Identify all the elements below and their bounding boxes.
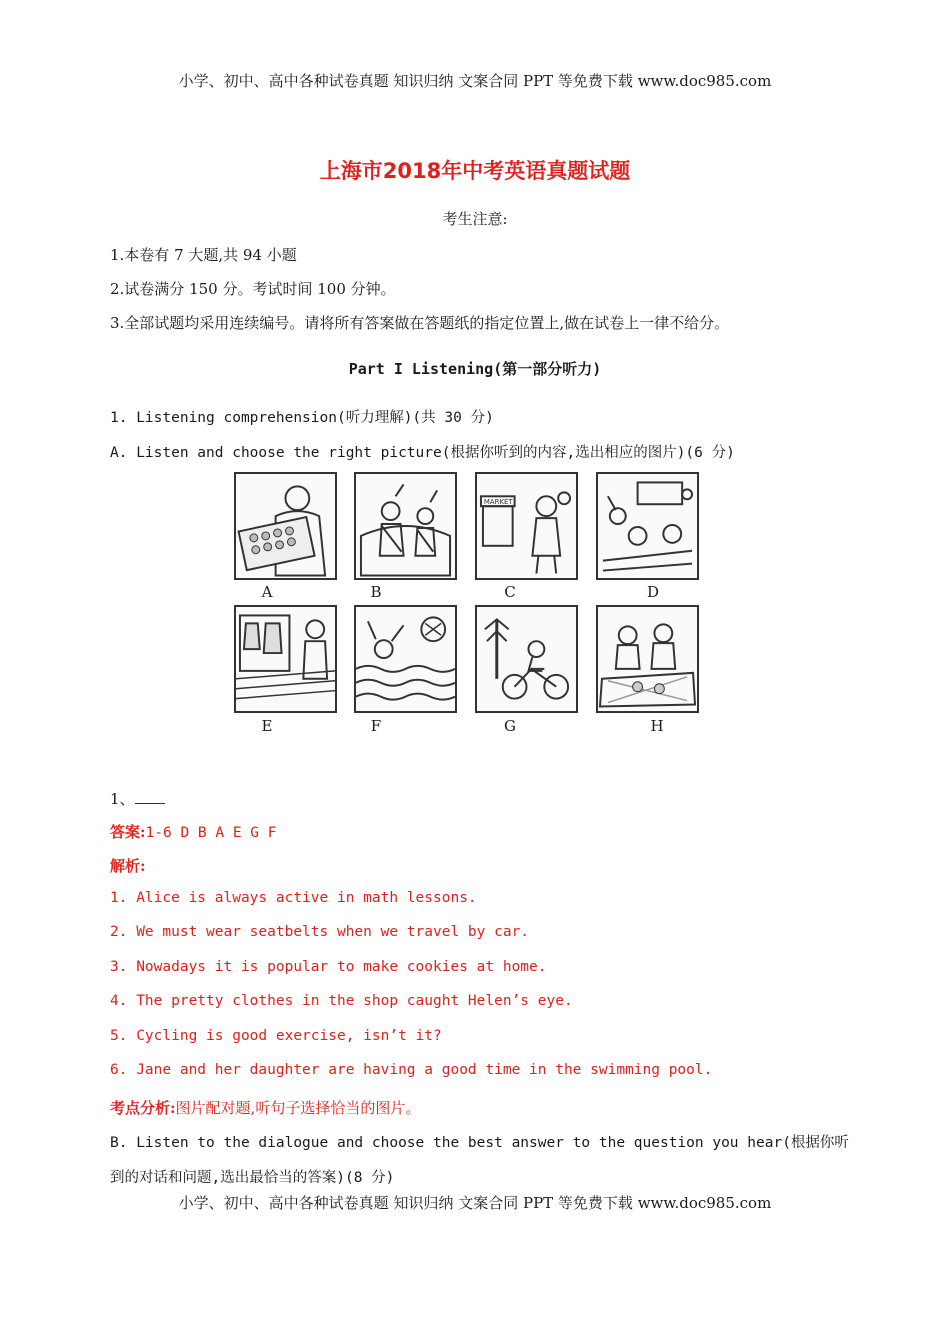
picture-f bbox=[354, 605, 457, 713]
picture-c bbox=[475, 472, 578, 580]
analysis-line-1: 1. Alice is always active in math lessons. bbox=[110, 890, 477, 906]
section-a-heading: A. Listen and choose the right picture(根据你听到的内容,选出相应的图片)(6 分) bbox=[110, 445, 735, 461]
picture-label-b: B bbox=[370, 583, 382, 601]
picture-label-e: E bbox=[261, 717, 273, 735]
picture-a bbox=[234, 472, 337, 580]
kaodian-row bbox=[110, 1097, 420, 1118]
picture-label-a: A bbox=[261, 583, 273, 601]
analysis-line-6: 6. Jane and her daughter are having a good time in the swimming pool. bbox=[110, 1062, 713, 1078]
answer-blank[interactable] bbox=[135, 791, 165, 804]
notice-heading: 考生注意: bbox=[442, 210, 508, 228]
page-footer: 小学、初中、高中各种试卷真题 知识归纳 文案合同 PPT 等免费下载 www.doc985.com bbox=[178, 1194, 772, 1212]
section-1-heading: 1. Listening comprehension(听力理解)(共 30 分) bbox=[110, 410, 494, 426]
section-b-heading-line-2: 到的对话和问题,选出最恰当的答案)(8 分) bbox=[110, 1170, 395, 1186]
svg-text:MARKET: MARKET bbox=[483, 498, 513, 507]
kaodian-text: 图片配对题,听句子选择恰当的图片。 bbox=[175, 1099, 421, 1117]
answer-value: 1-6 D B A E G F bbox=[145, 825, 277, 841]
answer-label: 答案: bbox=[110, 823, 146, 841]
car-seatbelts-illustration bbox=[356, 474, 455, 578]
picture-e bbox=[234, 605, 337, 713]
exam-title: 上海市2018年中考英语真题试题 bbox=[319, 159, 631, 183]
part-heading: Part I Listening(第一部分听力) bbox=[348, 360, 602, 378]
analysis-line-5: 5. Cycling is good exercise, isn’t it? bbox=[110, 1028, 442, 1044]
picture-label-h: H bbox=[650, 717, 664, 735]
page-header: 小学、初中、高中各种试卷真题 知识归纳 文案合同 PPT 等免费下载 www.doc985.com bbox=[178, 72, 772, 90]
question-1 bbox=[110, 788, 165, 809]
picture-label-c: C bbox=[504, 583, 516, 601]
cycling-illustration bbox=[477, 607, 576, 711]
picnic-illustration bbox=[598, 607, 697, 711]
notice-line-1: 1.本卷有 7 大题,共 94 小题 bbox=[110, 246, 297, 264]
picture-label-g: G bbox=[504, 717, 516, 735]
picture-b bbox=[354, 472, 457, 580]
analysis-line-4: 4. The pretty clothes in the shop caught Helen’s eye. bbox=[110, 993, 573, 1009]
analysis-line-3: 3. Nowadays it is popular to make cookies at home. bbox=[110, 959, 547, 975]
analysis-label: 解析: bbox=[110, 857, 146, 875]
section-b-heading-line-1: B. Listen to the dialogue and choose the best answer to the question you hear(根据你听 bbox=[110, 1135, 849, 1151]
answer-row bbox=[110, 821, 277, 842]
cookies-tray-illustration bbox=[236, 474, 335, 578]
classroom-illustration bbox=[598, 474, 697, 578]
market-girl-illustration bbox=[477, 474, 576, 578]
notice-line-3: 3.全部试题均采用连续编号。请将所有答案做在答题纸的指定位置上,做在试卷上一律不给分。 bbox=[110, 314, 730, 332]
picture-label-f: F bbox=[370, 717, 382, 735]
notice-line-2: 2.试卷满分 150 分。考试时间 100 分钟。 bbox=[110, 280, 396, 298]
kaodian-label: 考点分析: bbox=[110, 1099, 176, 1117]
picture-h bbox=[596, 605, 699, 713]
picture-label-d: D bbox=[646, 583, 660, 601]
analysis-line-2: 2. We must wear seatbelts when we travel by car. bbox=[110, 924, 530, 940]
picture-d bbox=[596, 472, 699, 580]
swimming-pool-illustration bbox=[356, 607, 455, 711]
clothes-shop-illustration bbox=[236, 607, 335, 711]
picture-g bbox=[475, 605, 578, 713]
question-number: 1、 bbox=[110, 790, 135, 808]
